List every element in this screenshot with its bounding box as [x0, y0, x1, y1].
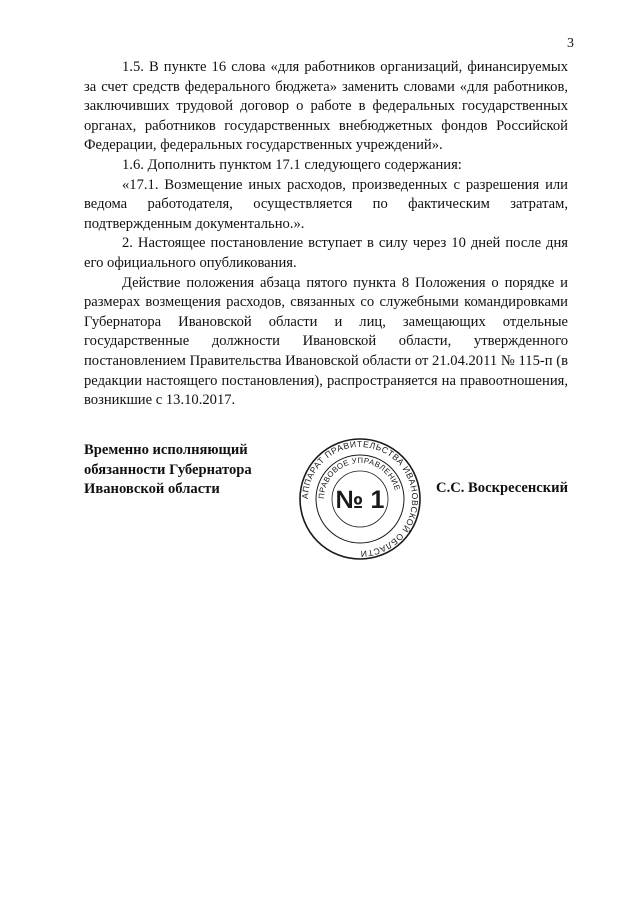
signatory-title-line: Временно исполняющий — [84, 442, 248, 458]
stamp-outer-text: АППАРАТ ПРАВИТЕЛЬСТВА ИВАНОВСКОЙ ОБЛАСТИ — [299, 438, 421, 560]
stamp-inner-text: ПРАВОВОЕ УПРАВЛЕНИЕ — [316, 455, 402, 500]
paragraph-17-1: «17.1. Возмещение иных расходов, произведенных с разрешения или ведома работодателя, осуществляется по фактическим затратам, подтвержденным документально.». — [84, 176, 568, 232]
document-body — [84, 58, 568, 411]
paragraph-1-6: 1.6. Дополнить пунктом 17.1 следующего содержания: — [122, 156, 462, 173]
signatory-title-line: Ивановской области — [84, 481, 220, 498]
paragraph-2: 2. Настоящее постановление вступает в силу через 10 дней после дня его официального опубликования. — [84, 235, 568, 271]
signatory-title-line: обязанности Губернатора — [84, 461, 252, 478]
signatory-name: С.С. Воскресенский — [436, 480, 568, 496]
stamp-number: № 1 — [335, 486, 385, 514]
official-stamp — [298, 437, 422, 561]
signatory-title — [84, 441, 252, 500]
paragraph-effect: Действие положения абзаца пятого пункта 8 Положения о порядке и размерах возмещения расходов, связанных со служебными командировками Губернатора Ивановской области и лиц, замещающих отдельные государственные должности Ивановской области, утвержденного постановлением Правительства Ивановской области от 21.04.2011 № 115-п (в редакции настоящего постановления), распространяется на правоотношения, возникшие с 13.10.2017. — [84, 274, 568, 409]
signature-block — [84, 437, 568, 560]
page-number: 3 — [567, 36, 574, 51]
paragraph-1-5: 1.5. В пункте 16 слова «для работников организаций, финансируемых за счет средств федерального бюджета» заменить словами «для работников, заключивших трудовой договор о работе в федеральных государственных органах, работников государственных внебюджетных фондов Российской Федерации, федеральных государственных учреждений». — [84, 59, 568, 154]
